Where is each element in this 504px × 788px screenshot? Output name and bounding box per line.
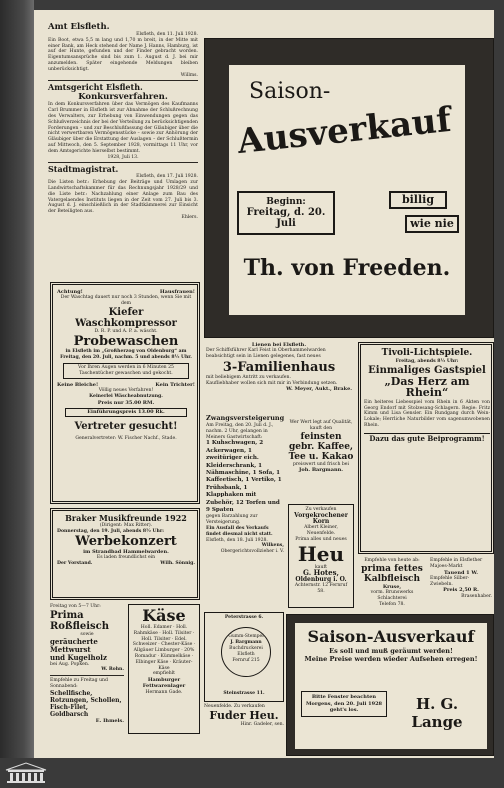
wurst-sign: W. Rohn. [101,667,124,673]
wurst-ad [50,604,124,724]
amt-date: Elsfleth, den 11. Juli 1928. [136,32,198,37]
kiefer-bleiche: Keine Bleiche! [57,381,99,388]
meyer-ad [206,342,352,393]
freeden-beginn: Beginn: [266,197,306,207]
misc-l5: Brasenhaber. [461,593,492,599]
heu-l2: Vorgekrochener Korn [294,511,348,525]
fisch-sign: E. Ihmels. [95,717,124,724]
kaffee-sign: Joh. Bargmann. [299,467,343,474]
kalb-big: prima fettes Kalbfleisch [361,563,423,584]
heu-ad [288,504,354,608]
fisch-list: Schellfische, Rotzungen, Schollen, Fisch-Filet, Goldbarsch [50,689,122,718]
heu-firm: G. Hotes, [303,568,339,578]
heu-l5: Prima alles und neues [295,536,347,542]
kiefer-probewaschen: Probewaschen [73,333,179,349]
ag-subtitle: Konkursverfahren. [78,92,168,103]
heu-city: Oldenburg i. O. [295,575,347,583]
freeden-billig: billig [389,191,447,209]
braker-sign2: Wilh. Sönnig. [160,560,195,566]
kiefer-abnutzung: Keinerlei Wäscheabnutzung. [89,394,163,400]
fuder-big: Fuder Heu. [209,708,279,722]
kiefer-verfahren: Völlig neues Verfahren! [98,388,154,394]
kiefer-preis: Preis nur 35.00 RM. [97,399,155,406]
zwang-ad [206,414,284,555]
meyer-t3: mit beliebigem Antritt zu verkaufen. [206,374,291,380]
stamp-text3: Buchdruckerei Elsfleth [229,646,263,657]
zwang-items: 1 Kuhschwagen, 2 Ackerwagen, 1 zweitüriger eich. Kleiderschrank, 1 Nähmaschine, 1 Sofa, 1 Kaffeetisch, 1 Vertiko, 1 Frühsbank, 1 Klapphaken mit Zubehör, 12 Torfen und 9 Spaten [206,440,282,514]
amt-body: Ein Boot, etwa 5,5 m lang und 1,70 m breit, in der Mitte mit einer Bank, am Heck stehend der Name J. Hanns, Hamburg, ist auf der Hunte, gefunden und der Finder gebracht worden. Eigentumsansprüche sind bis zum 1. August d. J. bei mir anzumelden. Später eingehende Meldungen bleiben unberücksichtigt. [48,37,198,72]
fuder-l1: Neuenfelde. Zu verkaufen [204,704,265,709]
heu-l1: Zu verkaufen [305,507,337,512]
vertical-strip [494,40,504,240]
divider [48,80,198,81]
tivoli-title: Tivoli-Lichtspiele. [381,348,473,358]
ag-date: 1928, Juli 13. [107,154,139,160]
wurst-ross: Prima Roßfleisch [50,609,109,632]
kiefer-general: Generalvertreter: W. Fischer Nachf., Stade. [75,435,177,441]
freeden-date: Freitag, d. 20. Juli [246,207,326,229]
freeden-inner [229,65,465,315]
sm-date: Elsfleth, den 17. Juli 1928. [136,174,198,180]
meyer-sign: W. Meyer, Aukt., Brake. [286,386,352,393]
kaese-shop: Hamburger Fettwarenlager [142,677,186,690]
meyer-t1: Lienen bei Elsfleth. [251,342,307,348]
divider [50,675,124,676]
sm-body: Die Listen betr.: Erhebung der Beiträge und Umlagen zur Landwirtschaftskammer für das Rechnungsjahr 1928/29 und die Liste betr.: Nachzahlung einer Anlage zum Bau des Vatergelaendes Instituts liegen in der Zeit vom 27. Juli bis 3. August d. J. einschließlich in der Stadtkämmerei zur Einsicht der Beteiligten aus. [48,180,198,215]
zwang-sign: Wilkens, [261,543,284,549]
tivoli-gast: Einmaliges Gastspiel [368,364,486,376]
kaffee-l3: preiswert und frisch bei [293,461,349,467]
kaese-items: Holl. Edamer · Holl. Rahmkäse · Holl. Tilsiter · Holl. Tilsiter · Edel. Schweizer · Chester-Käse · Allgäuer Limburger · 20% Romadur · Kümmelkäse · Elbinger Käse · Kräuter-Käse [132,625,196,671]
bargmann-street: Peterstrasse 6. [224,615,264,620]
lange-note: Bitte Fenster beachten Morgens, den 20. Juli 1928 geht's los. [301,691,387,717]
kiefer-trichter: Kein Trichter! [155,381,195,388]
braker-title: Braker Musikfreunde 1922 [65,513,187,523]
library-building-icon [4,762,48,784]
tivoli-film: „Das Herz am Rhein“ [384,374,470,399]
sm-sign: Ehlers. [181,214,198,220]
sm-title: Stadtmagistrat. [48,164,119,175]
left-column [48,22,198,221]
bargmann-street2: Steinstrasse 11. [223,691,265,696]
lange-ad [286,614,494,756]
lange-inner [295,623,487,749]
amt-sign: Willms. [180,72,198,78]
braker-loc: im Strandbad Hammelwarden. [83,548,169,555]
freeden-beginn-box [237,191,335,235]
fisch-intro: Empfehle zu Freitag und Sonnabend: [50,678,108,689]
wurst-time: Freitag von 5—7 Uhr: [50,604,101,609]
kiefer-achtung: Achtung! [57,289,83,295]
kaffee-l1: Wer Wert legt auf Qualität, kauft den [289,420,353,431]
lange-title: Saison-Ausverkauf [307,627,475,646]
misc-l4: Preis 2,50 R. [443,587,479,594]
kiefer-product: Kiefer Waschkompressor [75,307,177,329]
lange-sub2: Meine Preise werden wieder Aufsehen erregen! [304,655,478,663]
freeden-firm: Th. von Freeden. [243,255,451,281]
bargmann-ad [204,612,284,702]
fuder-sign: Hinr. Gadeler, sen. [240,721,284,727]
zwang-title: Zwangsversteigerung [206,414,285,422]
wurst-mett: geräucherte Mettwurst [50,636,98,654]
zwang-date2: Elsfleth, den 18. Juli 1928. [206,537,268,543]
freeden-saison: Saison- [249,79,331,104]
tivoli-desc: Ein heiteres Liebesspiel vom Rhein in 6 Akten von Georg Endorf mit Stolzesang-Schlagern. Regie: Fritz Kimm und Lisa Gensler. Ein Rundgang durch Wein-Lokale; Herrliche Naturbilder vom sagenumwobenen Rhein. [364,399,490,428]
braker-ad [50,508,200,600]
stamp-text2: J. Bargmann [230,640,262,645]
kalb-tel: Telefon 78. [379,601,405,607]
meyer-t4: Kaufliebhaber wollen sich mit mir in Verbindung setzen. [206,380,338,386]
tivoli-ad [358,342,494,554]
tivoli-foot: Dazu das gute Beiprogramm! [364,433,490,442]
kiefer-date: in Elsfleth im „Großherzog von Oldenburg“ am Freitag, den 20. Juli, nachm. 5 und abends 8½ Uhr. [60,348,192,360]
amt-title: Amt Elsfleth. [48,22,110,32]
wurst-sowie: sowie [80,631,94,637]
heu-l3: Albert Kleiner, Neuenfelde. [304,525,338,536]
kaffee-ad [288,420,354,474]
misc-l1: Empfehle in Elsflether Majoes-Markt [430,558,483,569]
kalb-sign2: vorm. Brunswerks Schlachterei [370,590,414,601]
wurst-kugel: und Kugelholz [50,652,107,662]
lange-firm: H. G. Lange [411,695,463,731]
freeden-ausverkauf: Ausverkauf [235,99,453,163]
wurst-bei: bei Aug. Popken. [50,661,90,667]
zwang-date: Am Freitag, den 20. Juli d. J., nachm. 2 Uhr, gelangen in Meiners Gastwirtschaft: [206,423,274,440]
freeden-ad [204,38,494,338]
braker-name: Werbekonzert [75,533,177,549]
braker-sign1: Der Vorstand. [57,560,93,566]
stamp-text1: Gumm-Stempel [228,634,264,639]
kiefer-text: Der Waschtag dauert nur noch 3 Stunden, wenn Sie mit dem [60,295,192,307]
zwang-note2: Ein Ausfall des Verkaufs findet diesmal nicht statt. [206,526,273,537]
kiefer-vertreter: Vertreter gesucht! [74,420,178,432]
kalb-sign: Kruse, [382,583,402,590]
lange-sub1: Es soll und muß geräumt werden! [329,647,453,655]
stamp-icon [221,627,271,677]
kiefer-patent: D. R. P. und A. P. a. wäscht. [94,329,158,334]
freeden-wienie: wie nie [405,215,459,233]
kaese-title: Käse [142,606,186,625]
misc-l2: Tauend 1 W. [444,569,478,576]
ag-title: Amtsgericht Elsfleth. [48,82,143,93]
kiefer-hausfrauen: Hausfrauen! [159,289,195,295]
kaese-intro: empfiehlt [152,671,176,677]
kaffee-l2: feinsten gebr. Kaffee, Tee u. Kakao [288,431,354,462]
kaese-owner: Hermann Gade. [145,689,183,695]
kiefer-einfuehrung: Einführungspreis 13.00 Rk. [65,408,187,416]
kaese-ad [128,604,200,734]
braker-sub: (Dirigent: Max Ritter). [99,523,153,528]
divider [48,162,198,163]
misc-ad [430,558,492,599]
footer-bar [0,758,504,788]
meyer-big: 3-Familienhaus [222,359,336,375]
book-spine [0,0,34,788]
heu-addr: Achternstr. 12 Fernruf 58. [294,582,348,594]
zwang-note: gegen Barzahlung zur Versteigerung. [206,514,258,526]
heu-kauft: kauft [314,564,328,570]
kiefer-ad [50,282,200,504]
zwang-sign2: Obergerichtsvollzieher i. V. [220,549,284,555]
braker-date: Donnerstag, den 19. Juli, abends 8½ Uhr: [57,528,164,534]
kiefer-note: Vor Ihren Augen werden in 6 Minuten 25 Taschentücher gewaschen und gekocht. [63,363,189,379]
meyer-t2: Der Schiffsführer Karl Feist in Oberhammelwarden beabsichtigt sein in Lienen gelegenes, fast neues [206,348,326,359]
kalb-ad [358,558,426,607]
ag-body: In dem Konkursverfahren über das Vermögen des Kaufmanns Carl Brummer in Elsfleth ist zur Abnahme der Schlußrechnung des Verwalters, zur Erhebung von Einwendungen gegen das Schlußverzeichnis der bei der Verteilung zu berücksichtigenden Forderungen – und zur Beschlußfassung der Gläubiger über die nicht verwertbaren Vermögensstücke – sowie zur Anhörung der Gläubiger über die Erstattung der Auslagen – der Schlußtermin auf Mittwoch, den 5. September 1928, vormittags 11 Uhr, vor dem Amtsgerichte hierselbst bestimmt. [48,102,198,154]
braker-inv: Es laden freundlichst ein [96,554,156,560]
misc-l3: Empfehle Silber-Zwiebeln. [430,575,470,587]
kalb-l1: Empfehle von heute ab: [364,558,420,563]
stamp-phone: Fernruf 215 [232,658,260,663]
fuder-ad [204,704,284,728]
tivoli-date: Freitag, abends 8½ Uhr: [395,359,459,364]
heu-big: Heu [297,541,345,566]
